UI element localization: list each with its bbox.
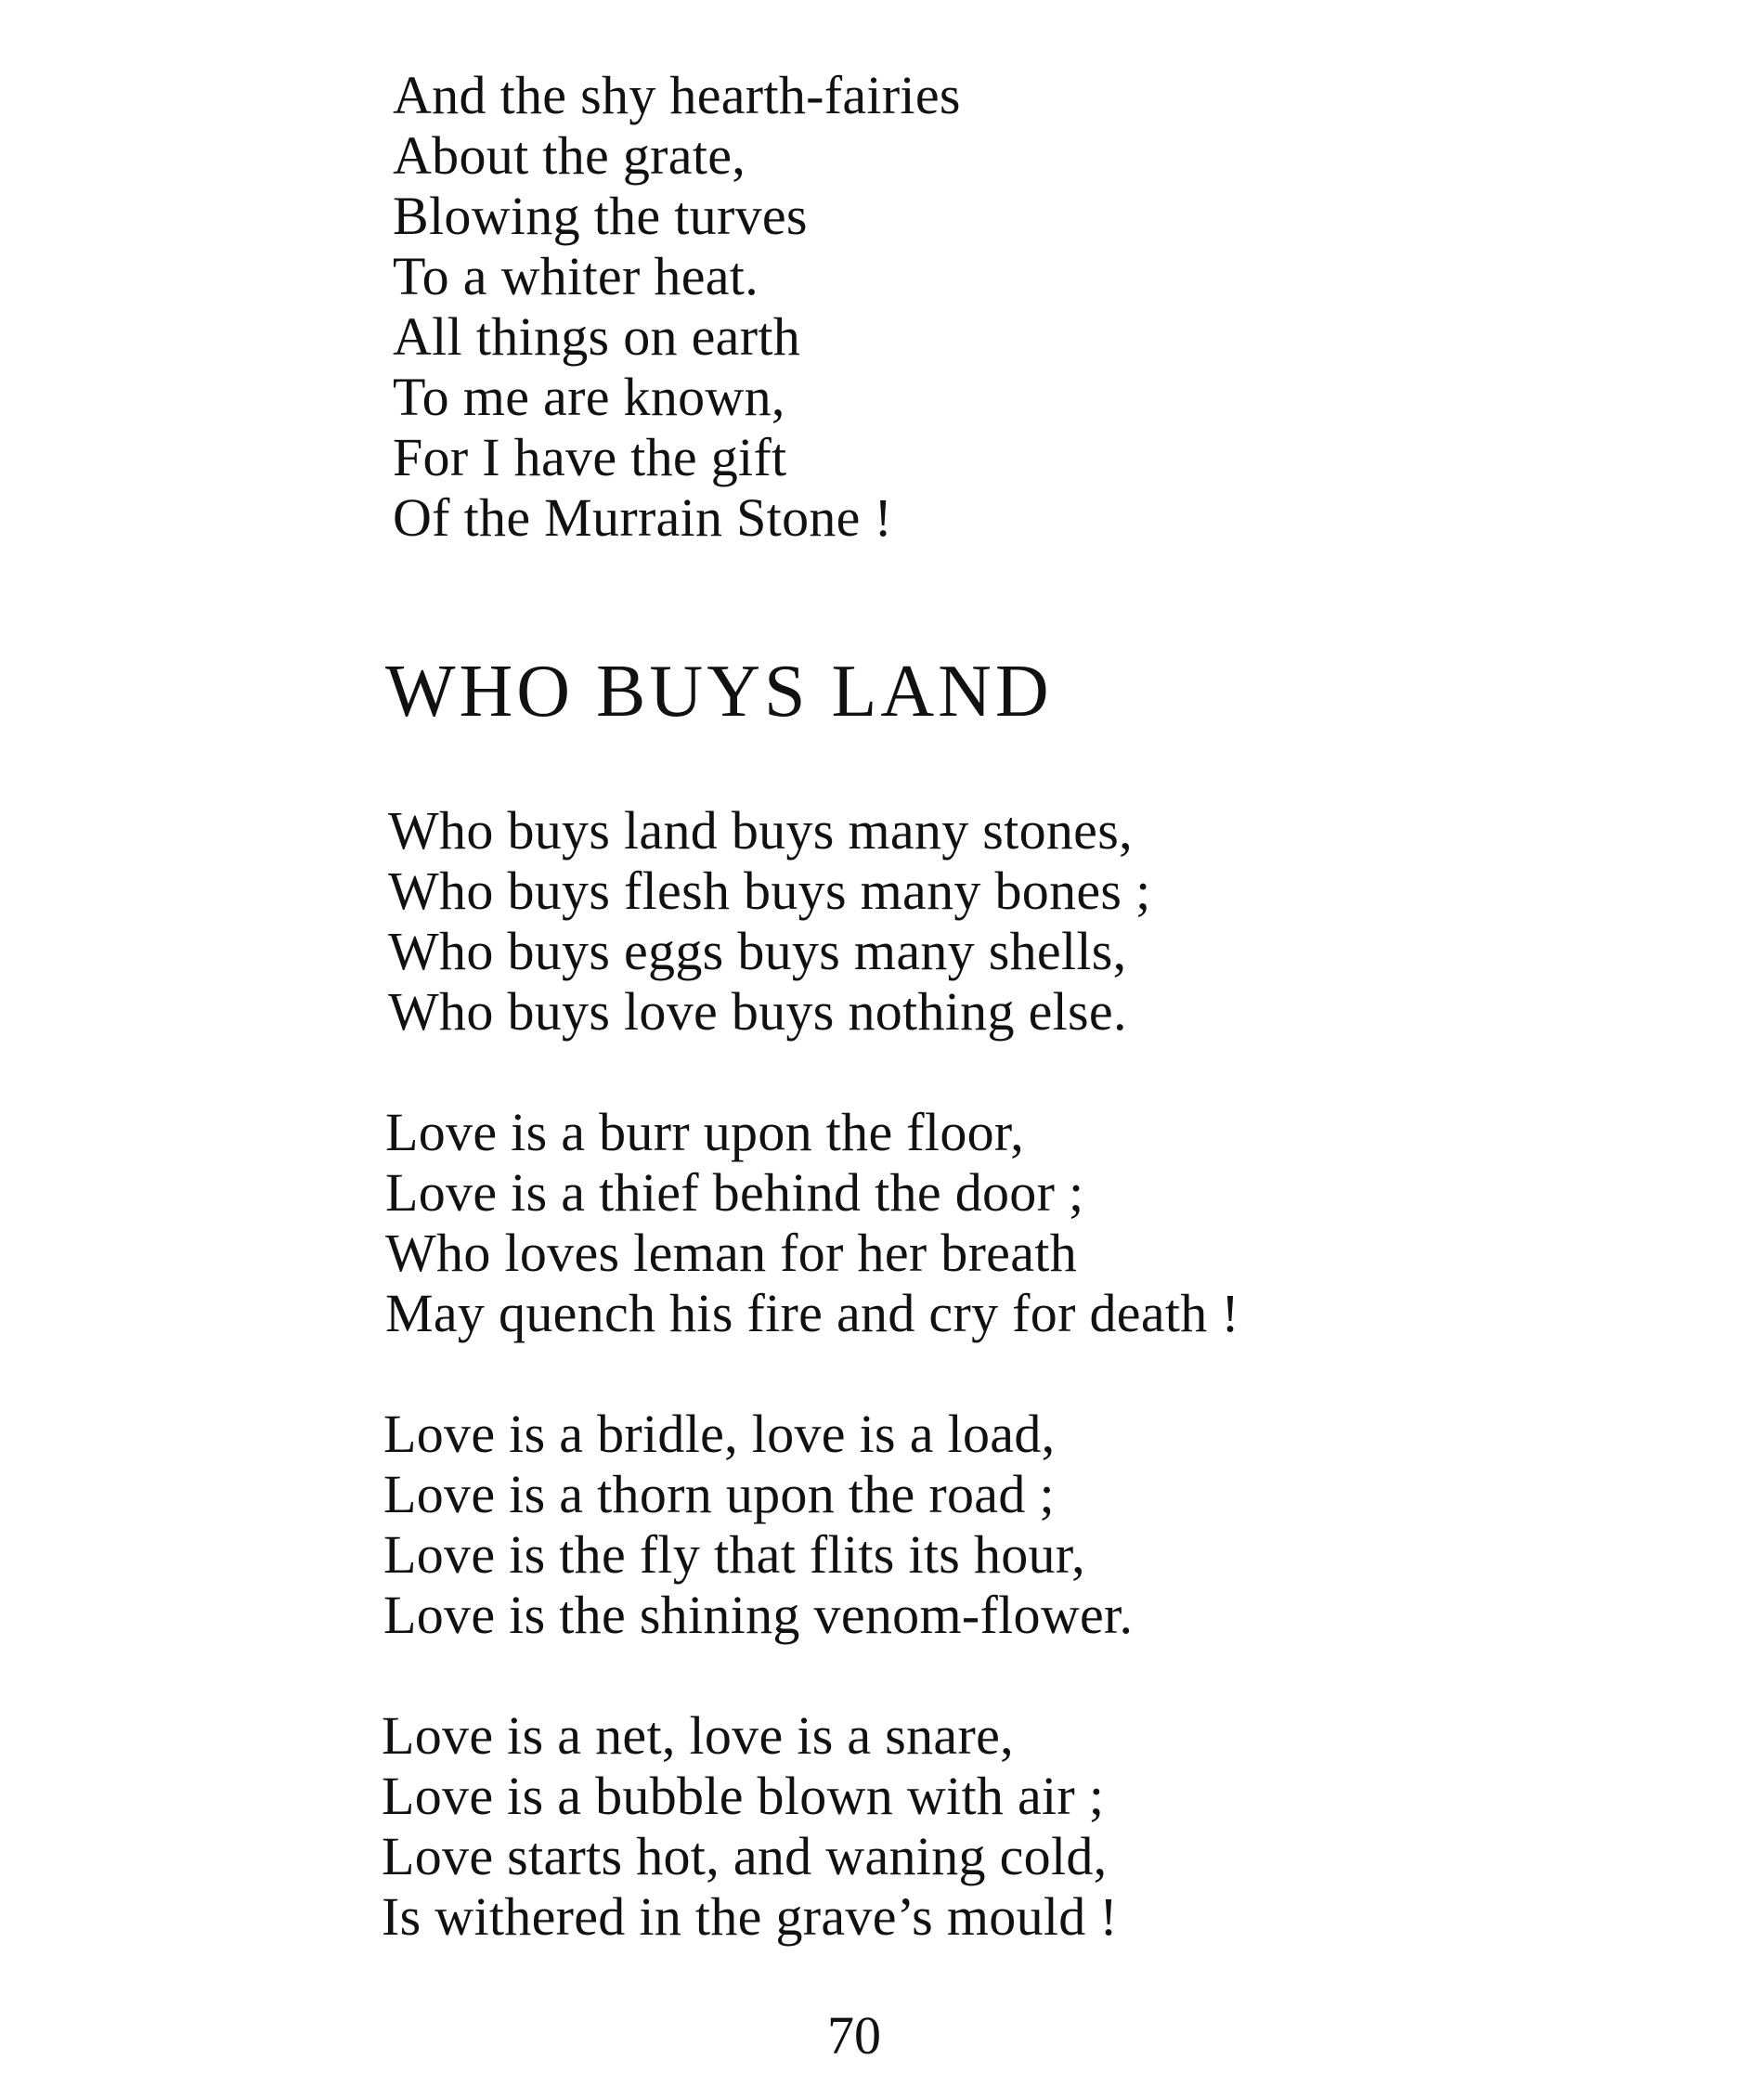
stanza [383, 1404, 1133, 1645]
stanza [385, 1102, 1239, 1343]
verse-line: And the shy hearth-fairies [393, 65, 961, 125]
verse-line: Love is the shining venom-flower. [383, 1585, 1134, 1645]
verse-line: To a whiter heat. [393, 246, 759, 306]
verse-line: Is withered in the grave’s mould ! [382, 1886, 1119, 1947]
verse-line: About the grate, [393, 125, 746, 186]
stanza [388, 800, 1151, 1042]
verse-line: All things on earth [393, 306, 801, 367]
verse-line: Love is a net, love is a snare, [382, 1705, 1014, 1766]
verse-line: For I have the gift [393, 427, 787, 487]
verse-line: Who loves leman for her breath [385, 1223, 1077, 1283]
verse-line: Love is a bridle, love is a load, [383, 1404, 1056, 1464]
verse-line: Who buys love buys nothing else. [388, 981, 1127, 1042]
verse-line: Of the Murrain Stone ! [393, 487, 893, 548]
verse-line: Love is the fly that flits its hour, [383, 1524, 1085, 1585]
verse-line: Love starts hot, and waning cold, [382, 1826, 1108, 1886]
previous-poem-ending [393, 65, 961, 548]
verse-line: Love is a thorn upon the road ; [383, 1464, 1055, 1524]
verse-line: Who buys land buys many stones, [388, 800, 1133, 861]
verse-line: May quench his fire and cry for death ! [385, 1283, 1240, 1343]
verse-line: Love is a burr upon the floor, [385, 1102, 1025, 1162]
verse-line: Blowing the turves [393, 186, 808, 246]
verse-line: Who buys flesh buys many bones ; [388, 861, 1151, 921]
page-number-text: 70 [827, 2005, 881, 2066]
verse-line: Love is a bubble blown with air ; [382, 1766, 1105, 1826]
verse-line: To me are known, [393, 367, 785, 427]
poem-title: WHO BUYS LAND [385, 651, 1053, 732]
stanza [382, 1705, 1118, 1947]
verse-line: Who buys eggs buys many shells, [388, 921, 1127, 981]
page-number [0, 2005, 1764, 2066]
verse-line: Love is a thief behind the door ; [385, 1162, 1084, 1223]
